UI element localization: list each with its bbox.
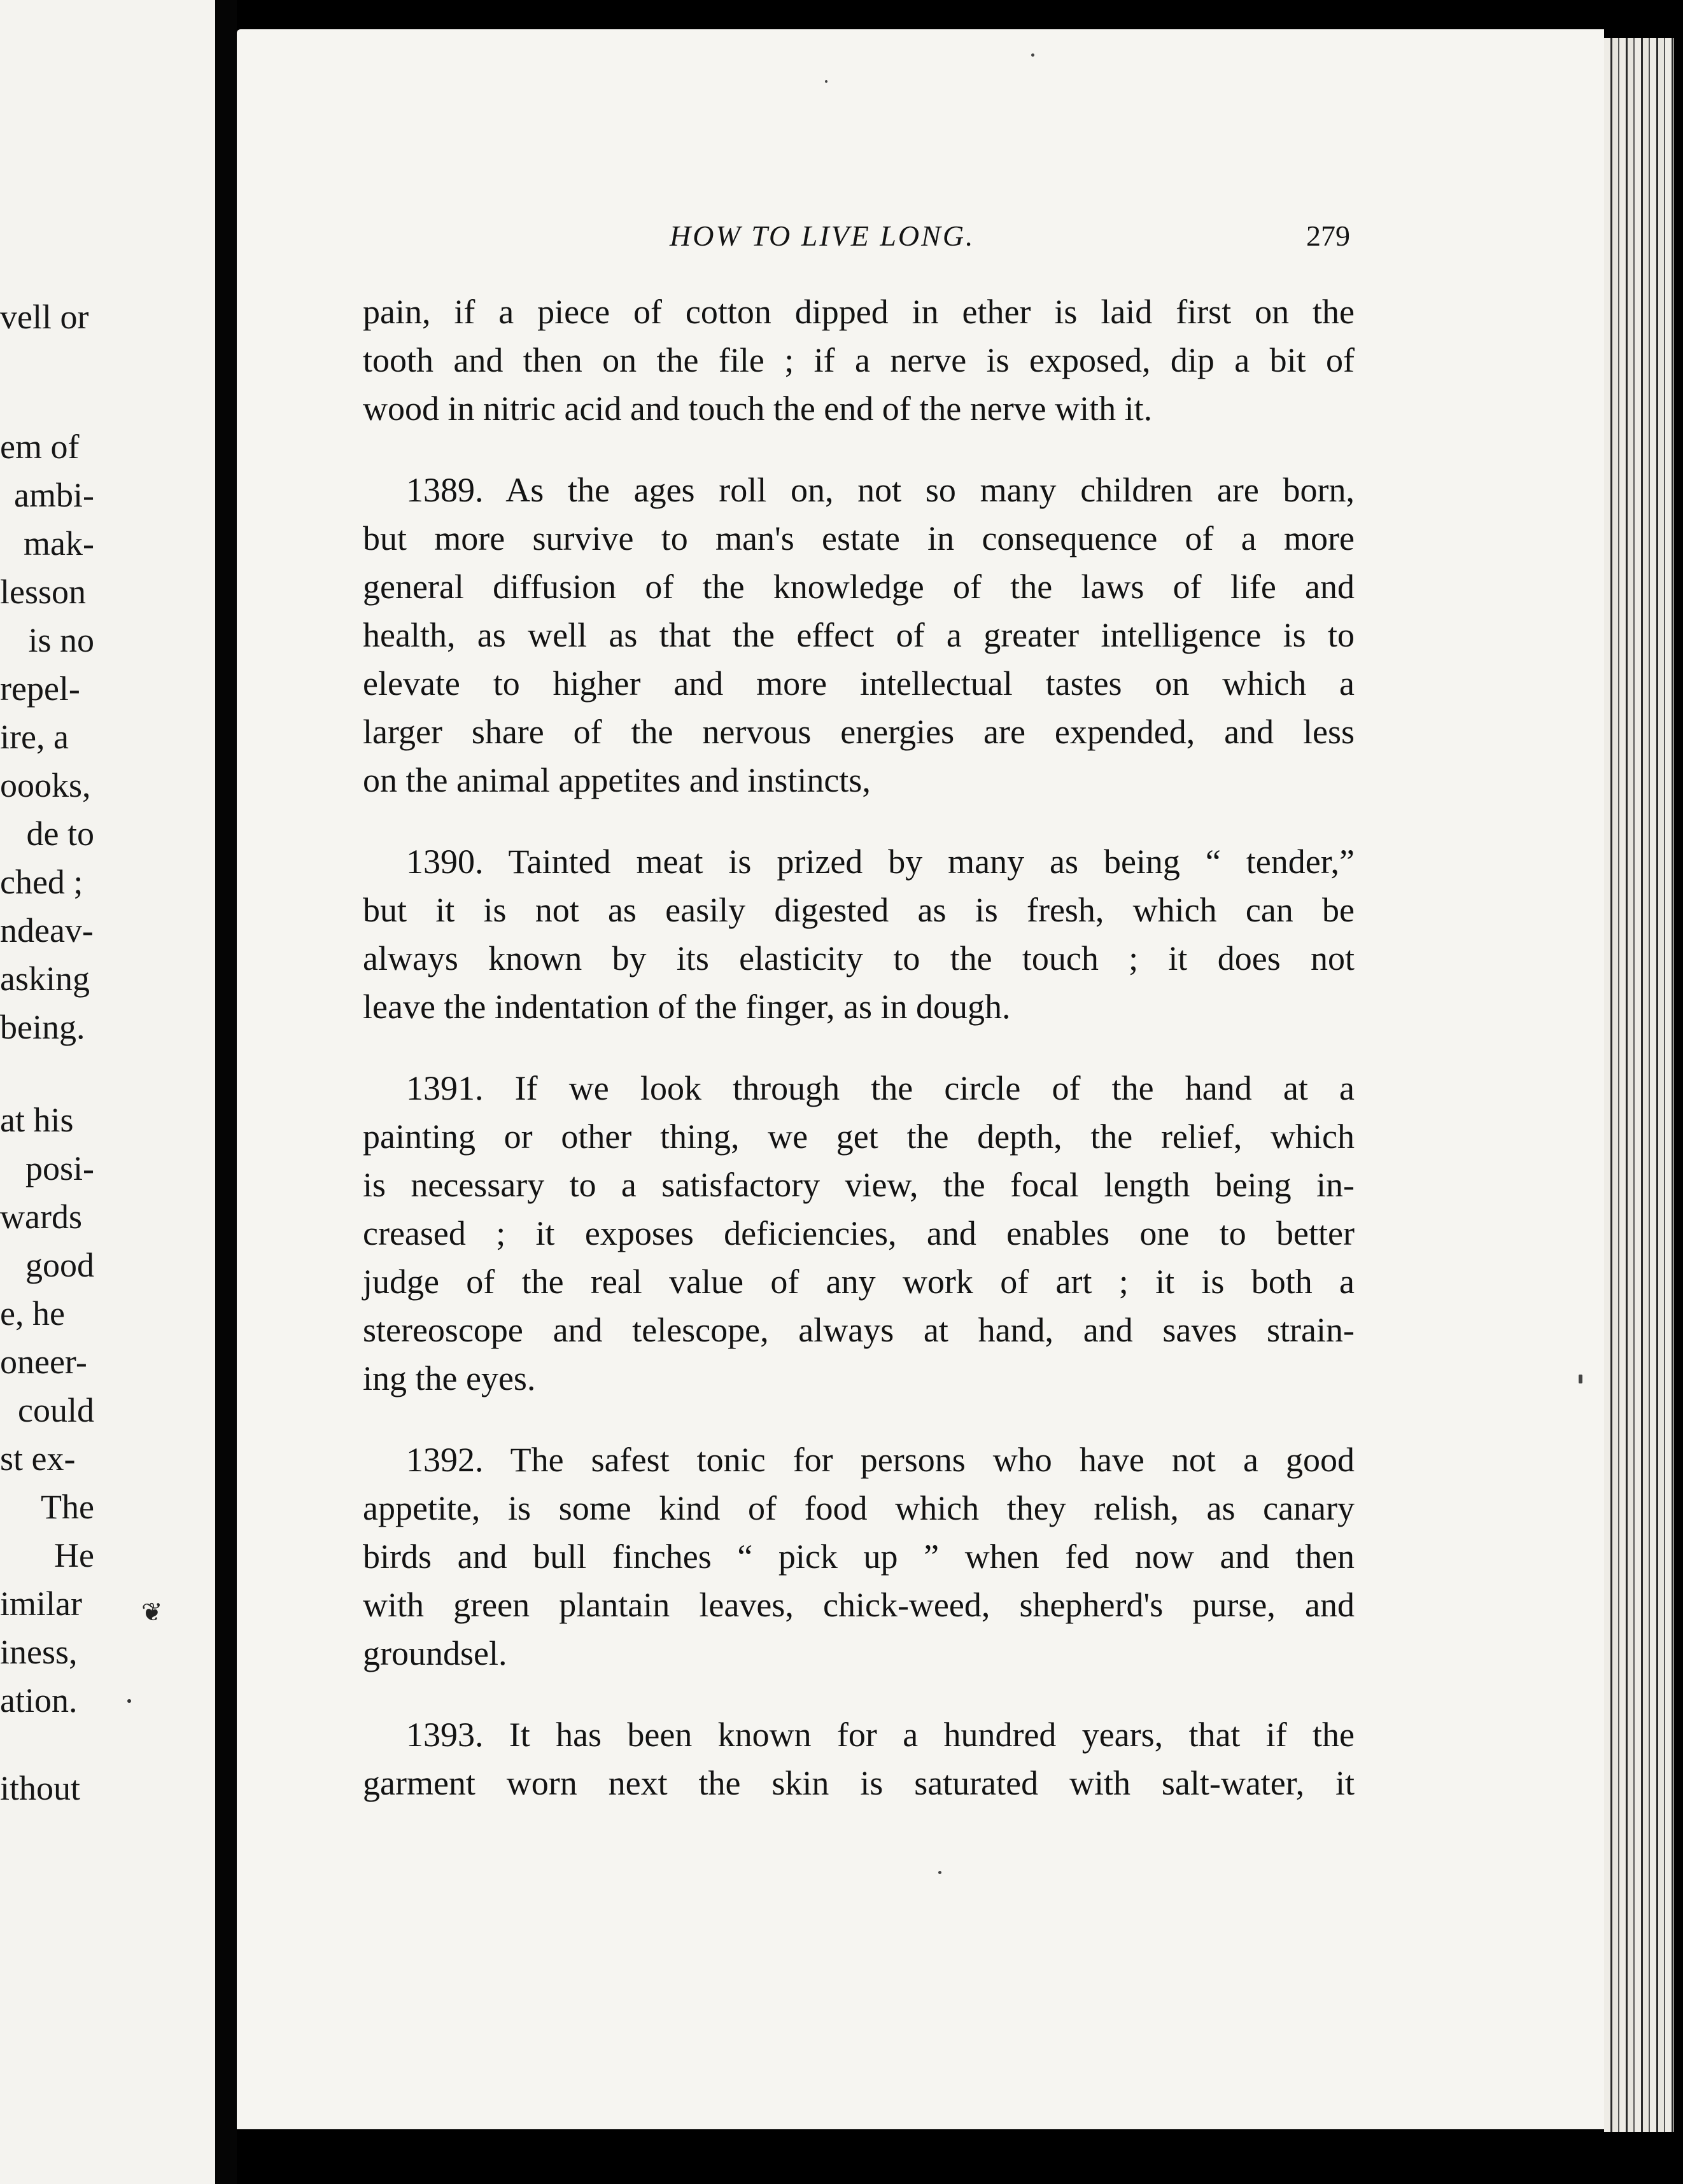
text-line: judge of the real value of any work of art ; it is both a (363, 1263, 1355, 1301)
left-page-line: ndeav- (0, 911, 94, 949)
text-line: wood in nitric acid and touch the end of the nerve with it. (363, 389, 1153, 428)
left-page-line: is no (28, 621, 94, 659)
book-gutter (215, 0, 237, 2184)
body-text (363, 288, 1355, 1807)
left-page-line: em of (0, 428, 80, 466)
text-line: 1389. As the ages roll on, not so many children are born, (406, 471, 1355, 509)
paragraph-1389 (363, 466, 1355, 804)
text-line: health, as well as that the effect of a greater intelligence is to (363, 616, 1355, 654)
left-page-line: asking (0, 960, 90, 998)
text-line: stereoscope and telescope, always at hand, and saves strain- (363, 1311, 1355, 1349)
paragraph-continuation (363, 288, 1355, 433)
text-line: larger share of the nervous energies are expended, and less (363, 713, 1355, 751)
text-line: leave the indentation of the finger, as in dough. (363, 988, 1011, 1026)
text-line: with green plantain leaves, chick-weed, shepherd's purse, and (363, 1586, 1355, 1624)
left-page-line: st ex- (0, 1439, 76, 1478)
left-page-line: posi- (25, 1149, 94, 1187)
ink-speck (1031, 53, 1034, 57)
text-line: groundsel. (363, 1634, 507, 1672)
ink-speck (1579, 1375, 1582, 1383)
left-page-line: wards (0, 1198, 82, 1236)
text-line: 1393. It has been known for a hundred years, that if the (406, 1716, 1355, 1754)
text-line: birds and bull finches “ pick up ” when fed now and then (363, 1537, 1355, 1576)
text-line: creased ; it exposes deficiencies, and enables one to better (363, 1214, 1355, 1252)
left-page-line: ched ; (0, 863, 83, 901)
ink-speck (825, 80, 827, 83)
paragraph-1393 (363, 1711, 1355, 1807)
text-line: tooth and then on the file ; if a nerve is exposed, dip a bit of (363, 341, 1355, 379)
left-page-line: ithout (0, 1769, 81, 1807)
left-page-line: imilar (0, 1585, 82, 1623)
text-line: elevate to higher and more intellectual tastes on which a (363, 664, 1355, 703)
left-page-line: The (41, 1488, 94, 1526)
text-line: but it is not as easily digested as is fresh, which can be (363, 891, 1355, 929)
left-page-line: He (54, 1536, 94, 1574)
text-line: 1392. The safest tonic for persons who have not a good (406, 1441, 1355, 1479)
left-page-line: ire, a (0, 718, 69, 756)
left-page-line: de to (26, 815, 94, 853)
left-page-line: good (25, 1246, 94, 1284)
left-page-line: at his (0, 1101, 74, 1139)
text-line: always known by its elasticity to the touch ; it does not (363, 939, 1355, 977)
left-page-line: being. (0, 1008, 85, 1046)
left-page-line: could (18, 1391, 94, 1429)
page-edges (1604, 38, 1674, 2132)
left-page-line: oneer- (0, 1343, 87, 1381)
left-page-line: ation. (0, 1681, 78, 1719)
text-line: is necessary to a satisfactory view, the focal length being in- (363, 1166, 1355, 1204)
paragraph-1392 (363, 1436, 1355, 1677)
left-page-line: lesson (0, 573, 86, 611)
text-line: on the animal appetites and instincts, (363, 761, 871, 799)
printers-ornament-icon: ❦ (141, 1598, 163, 1627)
left-page-fragment (0, 0, 215, 2184)
page-number: 279 (1306, 220, 1350, 252)
text-line: 1390. Tainted meat is prized by many as being “ tender,” (406, 843, 1355, 881)
left-page-line: vell or (0, 298, 89, 336)
running-title: HOW TO LIVE LONG. (670, 220, 975, 252)
text-line: 1391. If we look through the circle of the hand at a (406, 1069, 1355, 1107)
paragraph-1390 (363, 837, 1355, 1031)
ink-speck (127, 1699, 131, 1703)
left-page-line: ambi- (14, 476, 94, 514)
text-line: pain, if a piece of cotton dipped in ether is laid first on the (363, 293, 1355, 331)
ink-speck (938, 1871, 941, 1874)
left-page-line: e, he (0, 1294, 65, 1333)
text-line: general diffusion of the knowledge of the laws of life and (363, 568, 1355, 606)
left-page-line: repel- (0, 669, 80, 708)
paragraph-1391 (363, 1064, 1355, 1403)
left-page-line: iness, (0, 1633, 78, 1671)
text-line: but more survive to man's estate in consequence of a more (363, 519, 1355, 557)
text-line: ing the eyes. (363, 1359, 536, 1397)
text-line: appetite, is some kind of food which they relish, as canary (363, 1489, 1355, 1527)
left-page-line: oooks, (0, 766, 91, 804)
left-page-line: mak- (24, 524, 94, 563)
text-line: garment worn next the skin is saturated with salt-water, it (363, 1764, 1355, 1802)
text-line: painting or other thing, we get the depth, the relief, which (363, 1117, 1355, 1156)
